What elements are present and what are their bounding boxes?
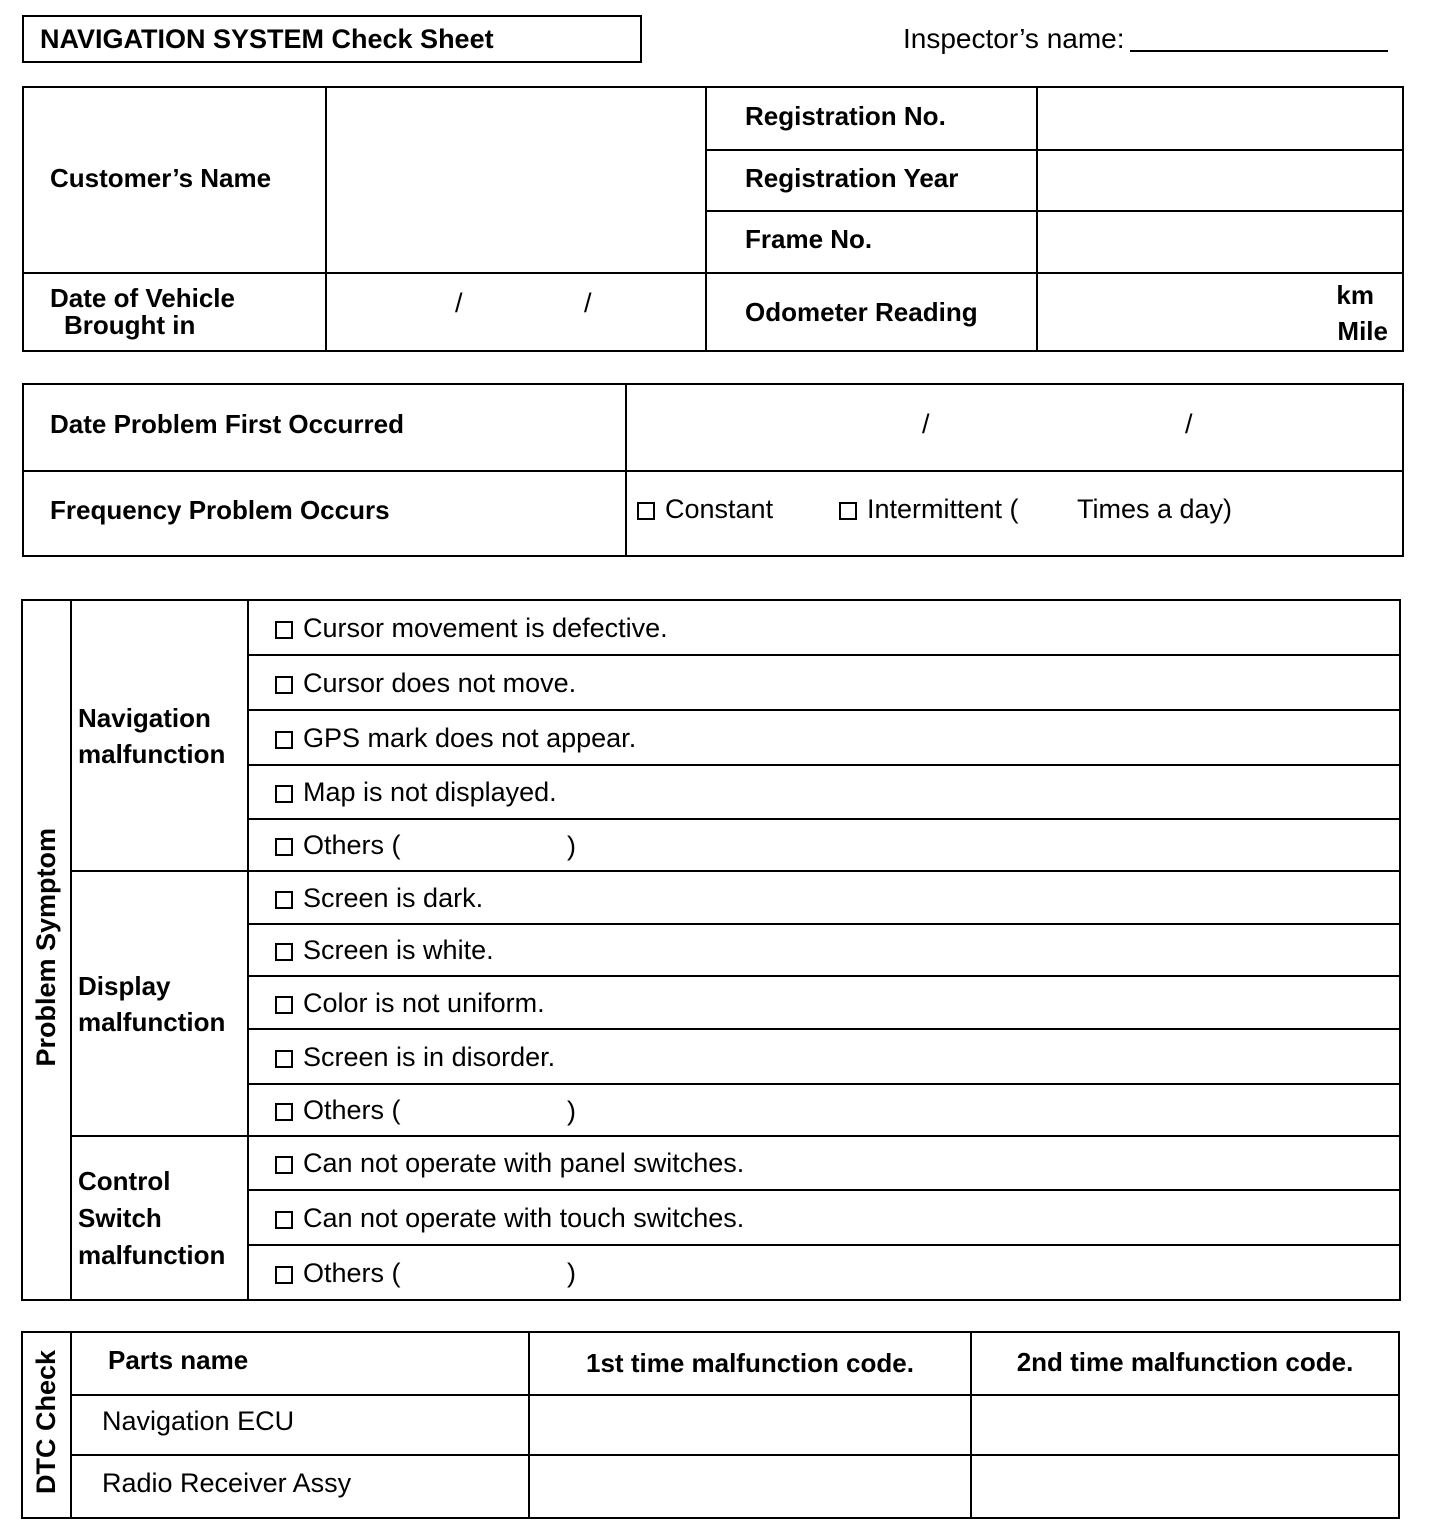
date-first-occurred-field[interactable] [626,384,1403,471]
date-brought-in-field[interactable] [326,273,706,351]
dtc-column-header: Parts name [71,1332,529,1395]
odometer-unit-mile: Mile [1337,316,1388,346]
symptom-item[interactable]: Color is not uniform. [248,976,1400,1029]
symptom-item[interactable]: Can not operate with panel switches. [248,1136,1400,1190]
frequency-constant-option[interactable]: Constant [637,494,773,524]
symptom-item-others[interactable]: Others ( ) [248,1084,1400,1136]
symptom-item[interactable]: GPS mark does not appear. [248,710,1400,765]
symptom-item-others[interactable]: Others ( ) [248,1245,1400,1300]
others-close-paren: ) [567,831,576,861]
registration-no-label: Registration No. [706,87,1037,150]
dtc-column-header: 2nd time malfunction code. [971,1332,1399,1395]
date-separator: / [584,288,592,318]
symptom-item[interactable]: Can not operate with touch switches. [248,1190,1400,1245]
symptom-checkbox[interactable] [275,676,293,694]
frame-no-field[interactable] [1037,211,1403,273]
date-separator: / [455,288,463,318]
symptom-checkbox[interactable] [275,785,293,803]
inspector-name-field[interactable] [1130,50,1388,52]
dtc-first-code-field[interactable] [529,1455,971,1518]
dtc-check-section-label: DTC Check [22,1332,71,1518]
symptom-checkbox[interactable] [275,996,293,1014]
times-a-day-label: Times a day) [1077,494,1233,524]
dtc-check-table [21,1331,1400,1519]
symptom-checkbox[interactable] [275,943,293,961]
dtc-part-name: Navigation ECU [71,1395,529,1455]
problem-info-table [22,383,1404,557]
symptom-checkbox[interactable] [275,891,293,909]
symptom-checkbox[interactable] [275,621,293,639]
date-separator: / [1185,409,1193,439]
registration-year-label: Registration Year [706,150,1037,211]
symptom-checkbox[interactable] [275,1266,293,1284]
symptom-item[interactable]: Screen is dark. [248,871,1400,924]
dtc-part-name: Radio Receiver Assy [71,1455,529,1518]
customer-name-field[interactable] [326,87,706,273]
symptom-checkbox[interactable] [275,731,293,749]
odometer-unit-km: km [1336,280,1374,310]
display-malfunction-label: Display malfunction [71,871,248,1136]
control-switch-malfunction-label: Control Switch malfunction [71,1136,248,1300]
symptom-checkbox[interactable] [275,1103,293,1121]
symptom-item[interactable]: Screen is white. [248,924,1400,976]
title-box [22,15,642,63]
page-title: NAVIGATION SYSTEM Check Sheet [40,24,494,54]
customer-name-label: Customer’s Name [23,87,326,273]
frequency-label: Frequency Problem Occurs [23,471,626,556]
date-separator: / [922,409,930,439]
registration-no-field[interactable] [1037,87,1403,150]
inspector-name-label: Inspector’s name: [903,23,1125,54]
constant-checkbox[interactable] [637,502,655,520]
vehicle-info-table [22,86,1404,352]
dtc-column-header: 1st time malfunction code. [529,1332,971,1395]
symptom-item[interactable]: Screen is in disorder. [248,1029,1400,1084]
dtc-second-code-field[interactable] [971,1395,1399,1455]
dtc-second-code-field[interactable] [971,1455,1399,1518]
date-brought-in-label: Date of Vehicle Brought in [23,273,326,351]
symptom-checkbox[interactable] [275,1156,293,1174]
symptom-checkbox[interactable] [275,1050,293,1068]
navigation-malfunction-label: Navigation malfunction [71,600,248,871]
table-row [22,1455,1399,1518]
problem-symptom-table [21,599,1401,1301]
intermittent-checkbox[interactable] [839,502,857,520]
symptom-item[interactable]: Cursor does not move. [248,655,1400,710]
frame-no-label: Frame No. [706,211,1037,273]
symptom-item[interactable]: Map is not displayed. [248,765,1400,819]
symptom-checkbox[interactable] [275,838,293,856]
frequency-field [626,471,1403,556]
registration-year-field[interactable] [1037,150,1403,211]
problem-symptom-section-label: Problem Symptom [22,600,71,1300]
date-first-occurred-label: Date Problem First Occurred [23,384,626,471]
table-row [22,1395,1399,1455]
others-close-paren: ) [567,1258,576,1288]
frequency-intermittent-option[interactable]: Intermittent ( [839,494,1019,524]
others-close-paren: ) [567,1096,576,1126]
odometer-field[interactable] [1037,273,1403,351]
symptom-checkbox[interactable] [275,1211,293,1229]
odometer-label: Odometer Reading [706,273,1037,351]
symptom-item[interactable]: Cursor movement is defective. [248,600,1400,655]
dtc-first-code-field[interactable] [529,1395,971,1455]
symptom-item-others[interactable]: Others ( ) [248,819,1400,871]
